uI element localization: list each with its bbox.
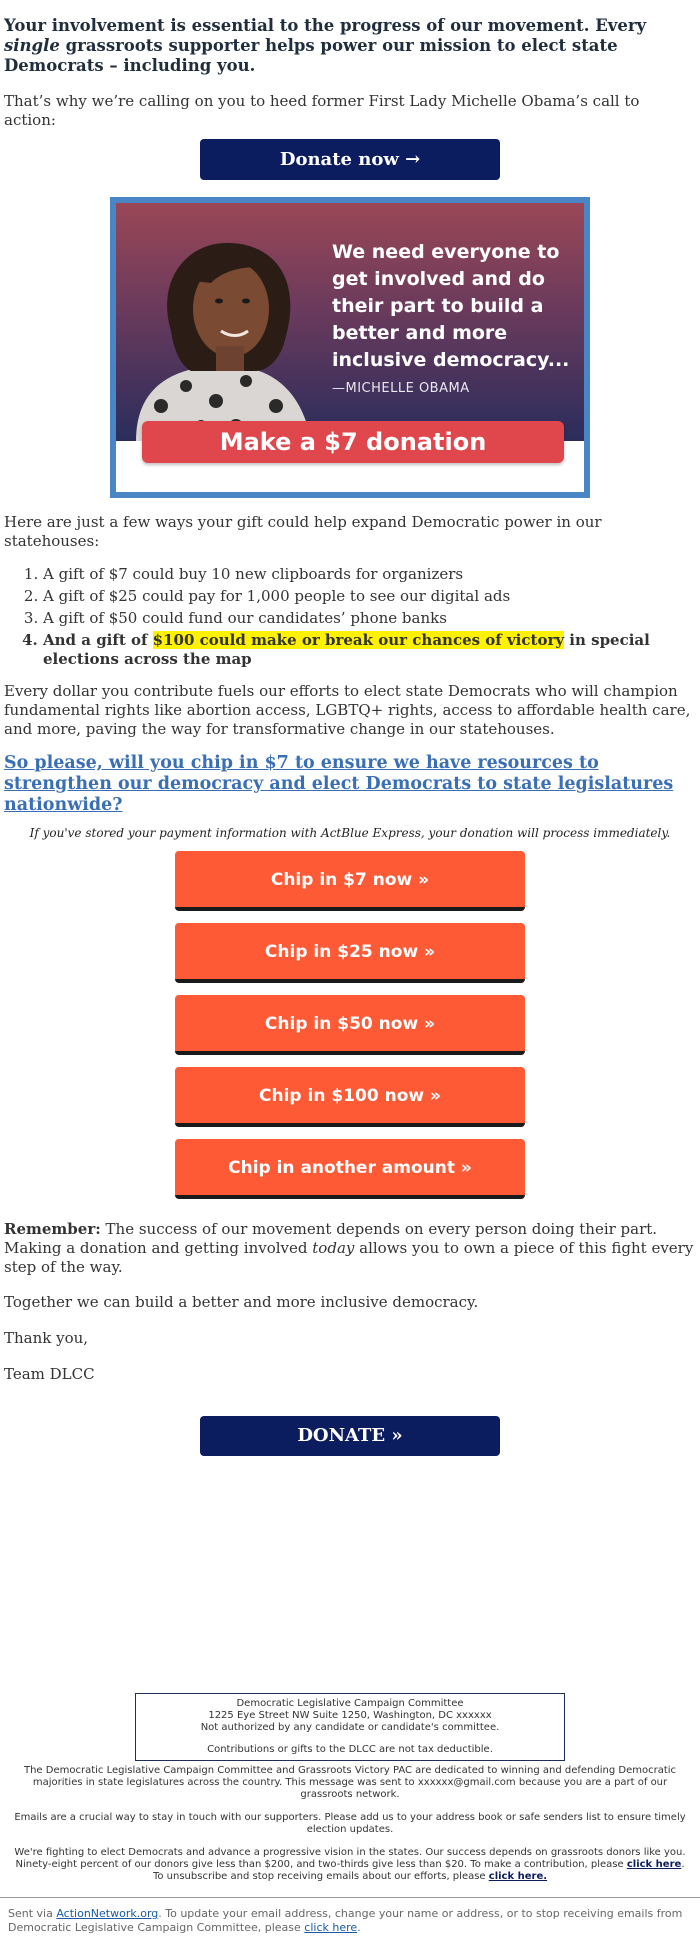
hero-author: —MICHELLE OBAMA bbox=[332, 381, 470, 396]
unsubscribe-link[interactable]: click here. bbox=[488, 1871, 548, 1882]
remember-label: Remember: bbox=[4, 1220, 101, 1238]
actionnetwork-link[interactable]: ActionNetwork.org bbox=[56, 1907, 159, 1920]
intro-paragraph bbox=[4, 0, 696, 76]
footer-mission: The Democratic Legislative Campaign Committee and Grassroots Victory PAC are dedicated to winning and defending Democratic majorities in state legislatures across the country. This message was sent to xxxxxx@gmail.com because you are a part of our grassroots network. bbox=[23, 1765, 677, 1800]
cta-paragraph bbox=[4, 753, 696, 816]
footer-fundraising bbox=[14, 1847, 686, 1883]
sent-via-mid: . To update your email address, change your name or address, or to stop receiving emails from Democratic Legislative Campaign Committee, please bbox=[8, 1907, 683, 1934]
chip-in-link[interactable]: So please, will you chip in $7 to ensure we have resources to strengthen our democracy and elect Democrats to state legislatures nationwide? bbox=[4, 753, 674, 815]
donate-now-button[interactable]: Donate now → bbox=[200, 139, 500, 180]
footer-org: Democratic Legislative Campaign Committee bbox=[236, 1698, 464, 1709]
footer-tax: Contributions or gifts to the DLCC are not tax deductible. bbox=[207, 1744, 493, 1755]
michelle-obama-photo bbox=[116, 221, 316, 441]
hero-banner[interactable] bbox=[4, 197, 696, 498]
donate-now-wrap bbox=[4, 139, 696, 180]
chip-50-button[interactable]: Chip in $50 now » bbox=[175, 995, 525, 1055]
remember-paragraph bbox=[4, 1220, 696, 1277]
footer-fundraising-text: We're fighting to elect Democrats and advance a progressive vision in the states. Our success depends on grassroots donors like you. Ninety-eight percent of our donors give less than $200, and two-thirds give less than $20. To make a contribution, please bbox=[14, 1847, 686, 1870]
gifts-intro: Here are just a few ways your gift could help expand Democratic power in our statehouses: bbox=[4, 513, 602, 550]
together-text: Together we can build a better and more inclusive democracy. bbox=[4, 1293, 479, 1311]
chip-100-button[interactable]: Chip in $100 now » bbox=[175, 1067, 525, 1127]
update-preferences-link[interactable]: click here bbox=[304, 1921, 358, 1934]
footer-safe-senders: Emails are a crucial way to stay in touch with our supporters. Please add us to your address book or safe senders list to ensure timely election updates. bbox=[14, 1812, 686, 1835]
thanks-text: Thank you, bbox=[4, 1329, 89, 1347]
remember-emphasis: today bbox=[312, 1239, 355, 1257]
gifts-list bbox=[4, 565, 696, 669]
gift-bold-post: in special elections across the map bbox=[43, 631, 650, 668]
sent-via-text: Sent via bbox=[8, 1907, 57, 1920]
donate-button[interactable]: DONATE » bbox=[200, 1416, 500, 1456]
remember-text: The success of our movement depends on every person doing their part. Making a donation and getting involved bbox=[4, 1220, 658, 1257]
hero-quote: We need everyone to get involved and do their part to build a better and more inclusive democracy... bbox=[332, 241, 570, 371]
call-to-action-text: That’s why we’re calling on you to heed former First Lady Michelle Obama’s call to action: bbox=[4, 92, 640, 129]
sent-via bbox=[0, 1907, 700, 1935]
intro-emphasis: single bbox=[4, 36, 60, 55]
footer-address: 1225 Eye Street NW Suite 1250, Washington, DC xxxxxx bbox=[208, 1710, 492, 1721]
dollar-paragraph: Every dollar you contribute fuels our efforts to elect state Democrats who will champion fundamental rights like abortion access, LGBTQ+ rights, access to affordable health care, and more, paving the way for transformative change in our statehouses. bbox=[4, 682, 691, 738]
gift-bold-pre: And a gift of bbox=[43, 631, 153, 649]
intro-text-end: grassroots supporter helps power our mission to elect state Democrats – including you. bbox=[4, 36, 618, 75]
footer-address-box bbox=[135, 1693, 565, 1761]
remember-text-end: allows you to own a piece of this fight every step of the way. bbox=[4, 1239, 694, 1276]
gift-item-7: 1. A gift of $7 could buy 10 new clipboards for organizers bbox=[43, 565, 696, 584]
chip-7-button[interactable]: Chip in $7 now » bbox=[175, 851, 525, 911]
intro-text: Your involvement is essential to the progress of our movement. Every bbox=[4, 16, 647, 35]
footer-divider bbox=[0, 1897, 700, 1898]
footer-disclaimer: Not authorized by any candidate or candidate's committee. bbox=[200, 1722, 500, 1733]
contribute-link[interactable]: click here bbox=[626, 1859, 682, 1870]
chip-buttons bbox=[4, 851, 696, 1199]
gift-item-50: 3. A gift of $50 could fund our candidates’ phone banks bbox=[43, 609, 696, 628]
email-footer bbox=[0, 1693, 700, 1935]
sent-via-end: . bbox=[357, 1921, 361, 1934]
actblue-express-note: If you've stored your payment information with ActBlue Express, your donation will process immediately. bbox=[29, 826, 671, 840]
chip-other-button[interactable]: Chip in another amount » bbox=[175, 1139, 525, 1199]
donate-wrap bbox=[4, 1416, 696, 1456]
signature: Team DLCC bbox=[4, 1365, 95, 1383]
footer-unsubscribe-text: . To unsubscribe and stop receiving emails about our efforts, please bbox=[152, 1859, 685, 1882]
gift-item-25: 2. A gift of $25 could pay for 1,000 people to see our digital ads bbox=[43, 587, 696, 606]
gift-highlight: $100 could make or break our chances of victory bbox=[152, 631, 565, 649]
chip-25-button[interactable]: Chip in $25 now » bbox=[175, 923, 525, 983]
make-donation-button[interactable]: Make a $7 donation bbox=[142, 421, 564, 463]
hero-frame[interactable] bbox=[110, 197, 590, 498]
gift-item-100 bbox=[43, 631, 696, 669]
